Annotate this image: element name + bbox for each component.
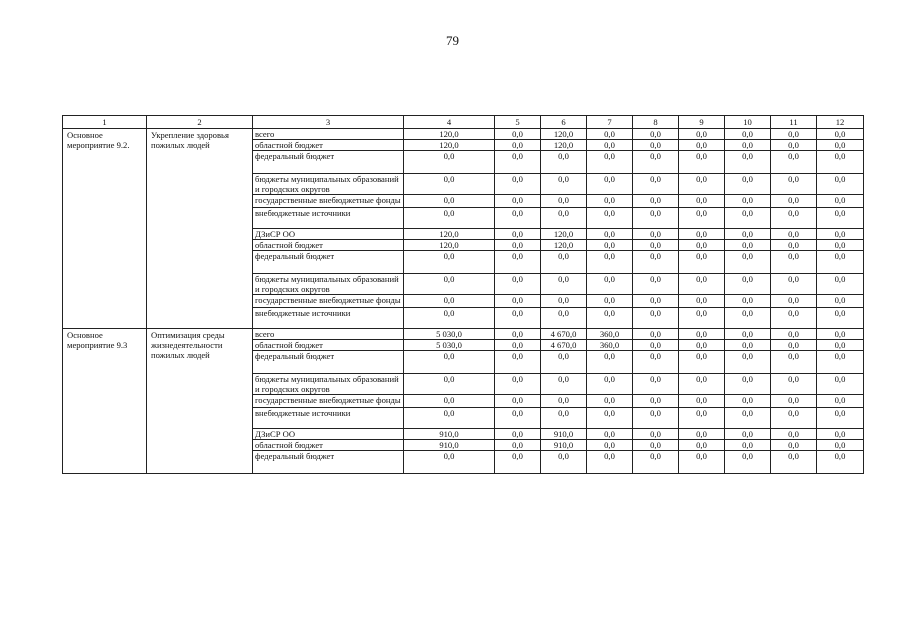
value-cell: 0,0	[679, 329, 725, 340]
table-row	[63, 129, 864, 140]
value-cell: 0,0	[587, 251, 633, 274]
column-header: 11	[771, 116, 817, 129]
value-cell: 0,0	[817, 340, 864, 351]
value-cell: 0,0	[633, 351, 679, 374]
value-cell: 0,0	[587, 295, 633, 308]
value-cell: 0,0	[679, 395, 725, 408]
value-cell: 0,0	[817, 408, 864, 429]
value-cell: 0,0	[404, 295, 495, 308]
value-cell: 0,0	[679, 208, 725, 229]
funding-source-cell: федеральный бюджет	[253, 451, 404, 474]
value-cell: 0,0	[633, 308, 679, 329]
value-cell: 0,0	[587, 174, 633, 195]
funding-source-cell: ДЗиСР ОО	[253, 429, 404, 440]
funding-source-cell: внебюджетные источники	[253, 308, 404, 329]
value-cell: 0,0	[817, 151, 864, 174]
column-header: 8	[633, 116, 679, 129]
column-header: 3	[253, 116, 404, 129]
value-cell: 0,0	[633, 395, 679, 408]
value-cell: 0,0	[633, 251, 679, 274]
value-cell: 0,0	[404, 395, 495, 408]
value-cell: 0,0	[633, 151, 679, 174]
value-cell: 0,0	[495, 151, 541, 174]
value-cell: 0,0	[633, 451, 679, 474]
value-cell: 0,0	[633, 440, 679, 451]
value-cell: 0,0	[771, 129, 817, 140]
value-cell: 0,0	[771, 151, 817, 174]
funding-source-cell: внебюджетные источники	[253, 208, 404, 229]
value-cell: 0,0	[404, 308, 495, 329]
value-cell: 0,0	[725, 429, 771, 440]
value-cell: 0,0	[771, 429, 817, 440]
value-cell: 0,0	[817, 329, 864, 340]
value-cell: 0,0	[817, 429, 864, 440]
value-cell: 0,0	[817, 240, 864, 251]
value-cell: 0,0	[633, 274, 679, 295]
value-cell: 0,0	[725, 174, 771, 195]
value-cell: 0,0	[817, 351, 864, 374]
value-cell: 0,0	[495, 340, 541, 351]
value-cell: 0,0	[771, 140, 817, 151]
value-cell: 0,0	[725, 308, 771, 329]
value-cell: 0,0	[495, 274, 541, 295]
table-body	[63, 116, 864, 474]
value-cell: 0,0	[679, 251, 725, 274]
value-cell: 0,0	[587, 151, 633, 174]
value-cell: 0,0	[725, 340, 771, 351]
value-cell: 0,0	[587, 195, 633, 208]
page-number: 79	[446, 33, 459, 48]
value-cell: 0,0	[771, 208, 817, 229]
value-cell: 0,0	[495, 229, 541, 240]
value-cell: 0,0	[404, 274, 495, 295]
value-cell: 0,0	[495, 308, 541, 329]
value-cell: 0,0	[404, 174, 495, 195]
funding-source-cell: бюджеты муниципальных образований и городских округов	[253, 174, 404, 195]
value-cell: 0,0	[541, 151, 587, 174]
value-cell: 0,0	[587, 229, 633, 240]
value-cell: 0,0	[771, 174, 817, 195]
value-cell: 0,0	[771, 251, 817, 274]
value-cell: 360,0	[587, 329, 633, 340]
budget-table	[62, 115, 864, 474]
value-cell: 0,0	[587, 440, 633, 451]
value-cell: 0,0	[404, 195, 495, 208]
measure-name-cell: Укрепление здоровья пожилых людей	[147, 129, 253, 329]
value-cell: 0,0	[725, 129, 771, 140]
value-cell: 0,0	[679, 340, 725, 351]
value-cell: 0,0	[817, 129, 864, 140]
funding-source-cell: областной бюджет	[253, 340, 404, 351]
value-cell: 4 670,0	[541, 340, 587, 351]
value-cell: 120,0	[541, 240, 587, 251]
value-cell: 0,0	[633, 329, 679, 340]
value-cell: 0,0	[725, 151, 771, 174]
value-cell: 120,0	[404, 240, 495, 251]
value-cell: 0,0	[817, 208, 864, 229]
value-cell: 0,0	[725, 351, 771, 374]
value-cell: 0,0	[817, 440, 864, 451]
value-cell: 0,0	[587, 140, 633, 151]
value-cell: 0,0	[541, 408, 587, 429]
value-cell: 0,0	[771, 195, 817, 208]
value-cell: 0,0	[541, 195, 587, 208]
value-cell: 0,0	[495, 451, 541, 474]
value-cell: 0,0	[725, 240, 771, 251]
value-cell: 0,0	[495, 429, 541, 440]
value-cell: 0,0	[633, 429, 679, 440]
value-cell: 0,0	[541, 174, 587, 195]
value-cell: 0,0	[587, 429, 633, 440]
value-cell: 910,0	[541, 429, 587, 440]
funding-source-cell: государственные внебюджетные фонды	[253, 295, 404, 308]
value-cell: 0,0	[817, 451, 864, 474]
column-header: 12	[817, 116, 864, 129]
value-cell: 0,0	[495, 374, 541, 395]
value-cell: 0,0	[404, 208, 495, 229]
value-cell: 0,0	[679, 274, 725, 295]
funding-source-cell: ДЗиСР ОО	[253, 229, 404, 240]
value-cell: 0,0	[771, 351, 817, 374]
value-cell: 0,0	[817, 174, 864, 195]
value-cell: 0,0	[541, 395, 587, 408]
value-cell: 0,0	[587, 308, 633, 329]
column-header: 1	[63, 116, 147, 129]
value-cell: 0,0	[771, 329, 817, 340]
measure-cell: Основное мероприятие 9.3	[63, 329, 147, 474]
column-header: 4	[404, 116, 495, 129]
value-cell: 0,0	[404, 408, 495, 429]
value-cell: 0,0	[817, 308, 864, 329]
value-cell: 0,0	[495, 208, 541, 229]
column-header: 6	[541, 116, 587, 129]
funding-source-cell: всего	[253, 329, 404, 340]
value-cell: 0,0	[725, 408, 771, 429]
value-cell: 0,0	[679, 140, 725, 151]
value-cell: 0,0	[541, 208, 587, 229]
value-cell: 0,0	[587, 208, 633, 229]
column-header: 7	[587, 116, 633, 129]
value-cell: 0,0	[633, 129, 679, 140]
value-cell: 0,0	[679, 295, 725, 308]
funding-source-cell: федеральный бюджет	[253, 251, 404, 274]
value-cell: 0,0	[495, 408, 541, 429]
value-cell: 0,0	[587, 395, 633, 408]
value-cell: 0,0	[725, 140, 771, 151]
value-cell: 0,0	[633, 208, 679, 229]
funding-source-cell: областной бюджет	[253, 140, 404, 151]
value-cell: 0,0	[495, 351, 541, 374]
value-cell: 0,0	[587, 240, 633, 251]
value-cell: 0,0	[725, 440, 771, 451]
value-cell: 0,0	[817, 229, 864, 240]
value-cell: 0,0	[817, 140, 864, 151]
funding-source-cell: бюджеты муниципальных образований и городских округов	[253, 274, 404, 295]
column-header: 2	[147, 116, 253, 129]
value-cell: 0,0	[679, 229, 725, 240]
value-cell: 0,0	[725, 208, 771, 229]
value-cell: 0,0	[771, 395, 817, 408]
value-cell: 0,0	[817, 274, 864, 295]
value-cell: 0,0	[725, 329, 771, 340]
funding-source-cell: федеральный бюджет	[253, 151, 404, 174]
value-cell: 0,0	[679, 308, 725, 329]
value-cell: 0,0	[771, 408, 817, 429]
value-cell: 0,0	[725, 251, 771, 274]
funding-source-cell: государственные внебюджетные фонды	[253, 395, 404, 408]
value-cell: 0,0	[633, 174, 679, 195]
value-cell: 0,0	[633, 340, 679, 351]
value-cell: 0,0	[771, 308, 817, 329]
funding-source-cell: областной бюджет	[253, 440, 404, 451]
value-cell: 0,0	[587, 451, 633, 474]
value-cell: 120,0	[541, 229, 587, 240]
value-cell: 120,0	[541, 140, 587, 151]
value-cell: 0,0	[587, 274, 633, 295]
value-cell: 0,0	[541, 251, 587, 274]
value-cell: 0,0	[679, 174, 725, 195]
value-cell: 0,0	[633, 295, 679, 308]
value-cell: 0,0	[725, 229, 771, 240]
value-cell: 0,0	[495, 174, 541, 195]
value-cell: 0,0	[679, 451, 725, 474]
value-cell: 120,0	[404, 229, 495, 240]
value-cell: 0,0	[541, 451, 587, 474]
value-cell: 0,0	[495, 395, 541, 408]
value-cell: 0,0	[679, 240, 725, 251]
funding-source-cell: областной бюджет	[253, 240, 404, 251]
value-cell: 0,0	[771, 240, 817, 251]
column-header: 10	[725, 116, 771, 129]
value-cell: 0,0	[633, 195, 679, 208]
value-cell: 0,0	[587, 129, 633, 140]
value-cell: 360,0	[587, 340, 633, 351]
value-cell: 0,0	[495, 440, 541, 451]
value-cell: 0,0	[541, 295, 587, 308]
value-cell: 0,0	[495, 295, 541, 308]
value-cell: 0,0	[495, 329, 541, 340]
value-cell: 0,0	[495, 140, 541, 151]
value-cell: 0,0	[633, 229, 679, 240]
value-cell: 0,0	[541, 351, 587, 374]
value-cell: 5 030,0	[404, 329, 495, 340]
funding-source-cell: бюджеты муниципальных образований и городских округов	[253, 374, 404, 395]
value-cell: 0,0	[404, 451, 495, 474]
value-cell: 0,0	[541, 308, 587, 329]
value-cell: 0,0	[725, 195, 771, 208]
funding-source-cell: государственные внебюджетные фонды	[253, 195, 404, 208]
value-cell: 0,0	[679, 129, 725, 140]
value-cell: 120,0	[541, 129, 587, 140]
value-cell: 0,0	[771, 295, 817, 308]
table-row	[63, 329, 864, 340]
value-cell: 0,0	[495, 195, 541, 208]
value-cell: 0,0	[771, 451, 817, 474]
value-cell: 0,0	[725, 451, 771, 474]
value-cell: 120,0	[404, 140, 495, 151]
value-cell: 0,0	[404, 251, 495, 274]
value-cell: 0,0	[679, 408, 725, 429]
measure-name-cell: Оптимизация среды жизнедеятельности пожилых людей	[147, 329, 253, 474]
value-cell: 0,0	[587, 351, 633, 374]
value-cell: 0,0	[817, 195, 864, 208]
value-cell: 0,0	[679, 195, 725, 208]
value-cell: 0,0	[725, 374, 771, 395]
funding-source-cell: всего	[253, 129, 404, 140]
value-cell: 0,0	[679, 429, 725, 440]
header-row	[63, 116, 864, 129]
value-cell: 0,0	[679, 440, 725, 451]
value-cell: 0,0	[633, 408, 679, 429]
value-cell: 0,0	[679, 374, 725, 395]
value-cell: 0,0	[771, 340, 817, 351]
value-cell: 0,0	[633, 374, 679, 395]
measure-cell: Основное мероприятие 9.2.	[63, 129, 147, 329]
value-cell: 0,0	[771, 229, 817, 240]
value-cell: 910,0	[404, 440, 495, 451]
value-cell: 0,0	[495, 129, 541, 140]
value-cell: 0,0	[404, 351, 495, 374]
value-cell: 0,0	[725, 295, 771, 308]
value-cell: 0,0	[771, 440, 817, 451]
value-cell: 0,0	[404, 374, 495, 395]
funding-source-cell: федеральный бюджет	[253, 351, 404, 374]
value-cell: 0,0	[817, 295, 864, 308]
value-cell: 4 670,0	[541, 329, 587, 340]
value-cell: 0,0	[495, 251, 541, 274]
value-cell: 0,0	[633, 140, 679, 151]
funding-source-cell: внебюджетные источники	[253, 408, 404, 429]
value-cell: 0,0	[679, 151, 725, 174]
value-cell: 0,0	[541, 274, 587, 295]
value-cell: 0,0	[541, 374, 587, 395]
value-cell: 120,0	[404, 129, 495, 140]
value-cell: 5 030,0	[404, 340, 495, 351]
value-cell: 910,0	[541, 440, 587, 451]
value-cell: 910,0	[404, 429, 495, 440]
value-cell: 0,0	[725, 274, 771, 295]
value-cell: 0,0	[404, 151, 495, 174]
value-cell: 0,0	[633, 240, 679, 251]
value-cell: 0,0	[771, 374, 817, 395]
value-cell: 0,0	[771, 274, 817, 295]
value-cell: 0,0	[817, 374, 864, 395]
column-header: 5	[495, 116, 541, 129]
column-header: 9	[679, 116, 725, 129]
value-cell: 0,0	[725, 395, 771, 408]
value-cell: 0,0	[817, 395, 864, 408]
value-cell: 0,0	[679, 351, 725, 374]
value-cell: 0,0	[817, 251, 864, 274]
value-cell: 0,0	[495, 240, 541, 251]
value-cell: 0,0	[587, 374, 633, 395]
value-cell: 0,0	[587, 408, 633, 429]
